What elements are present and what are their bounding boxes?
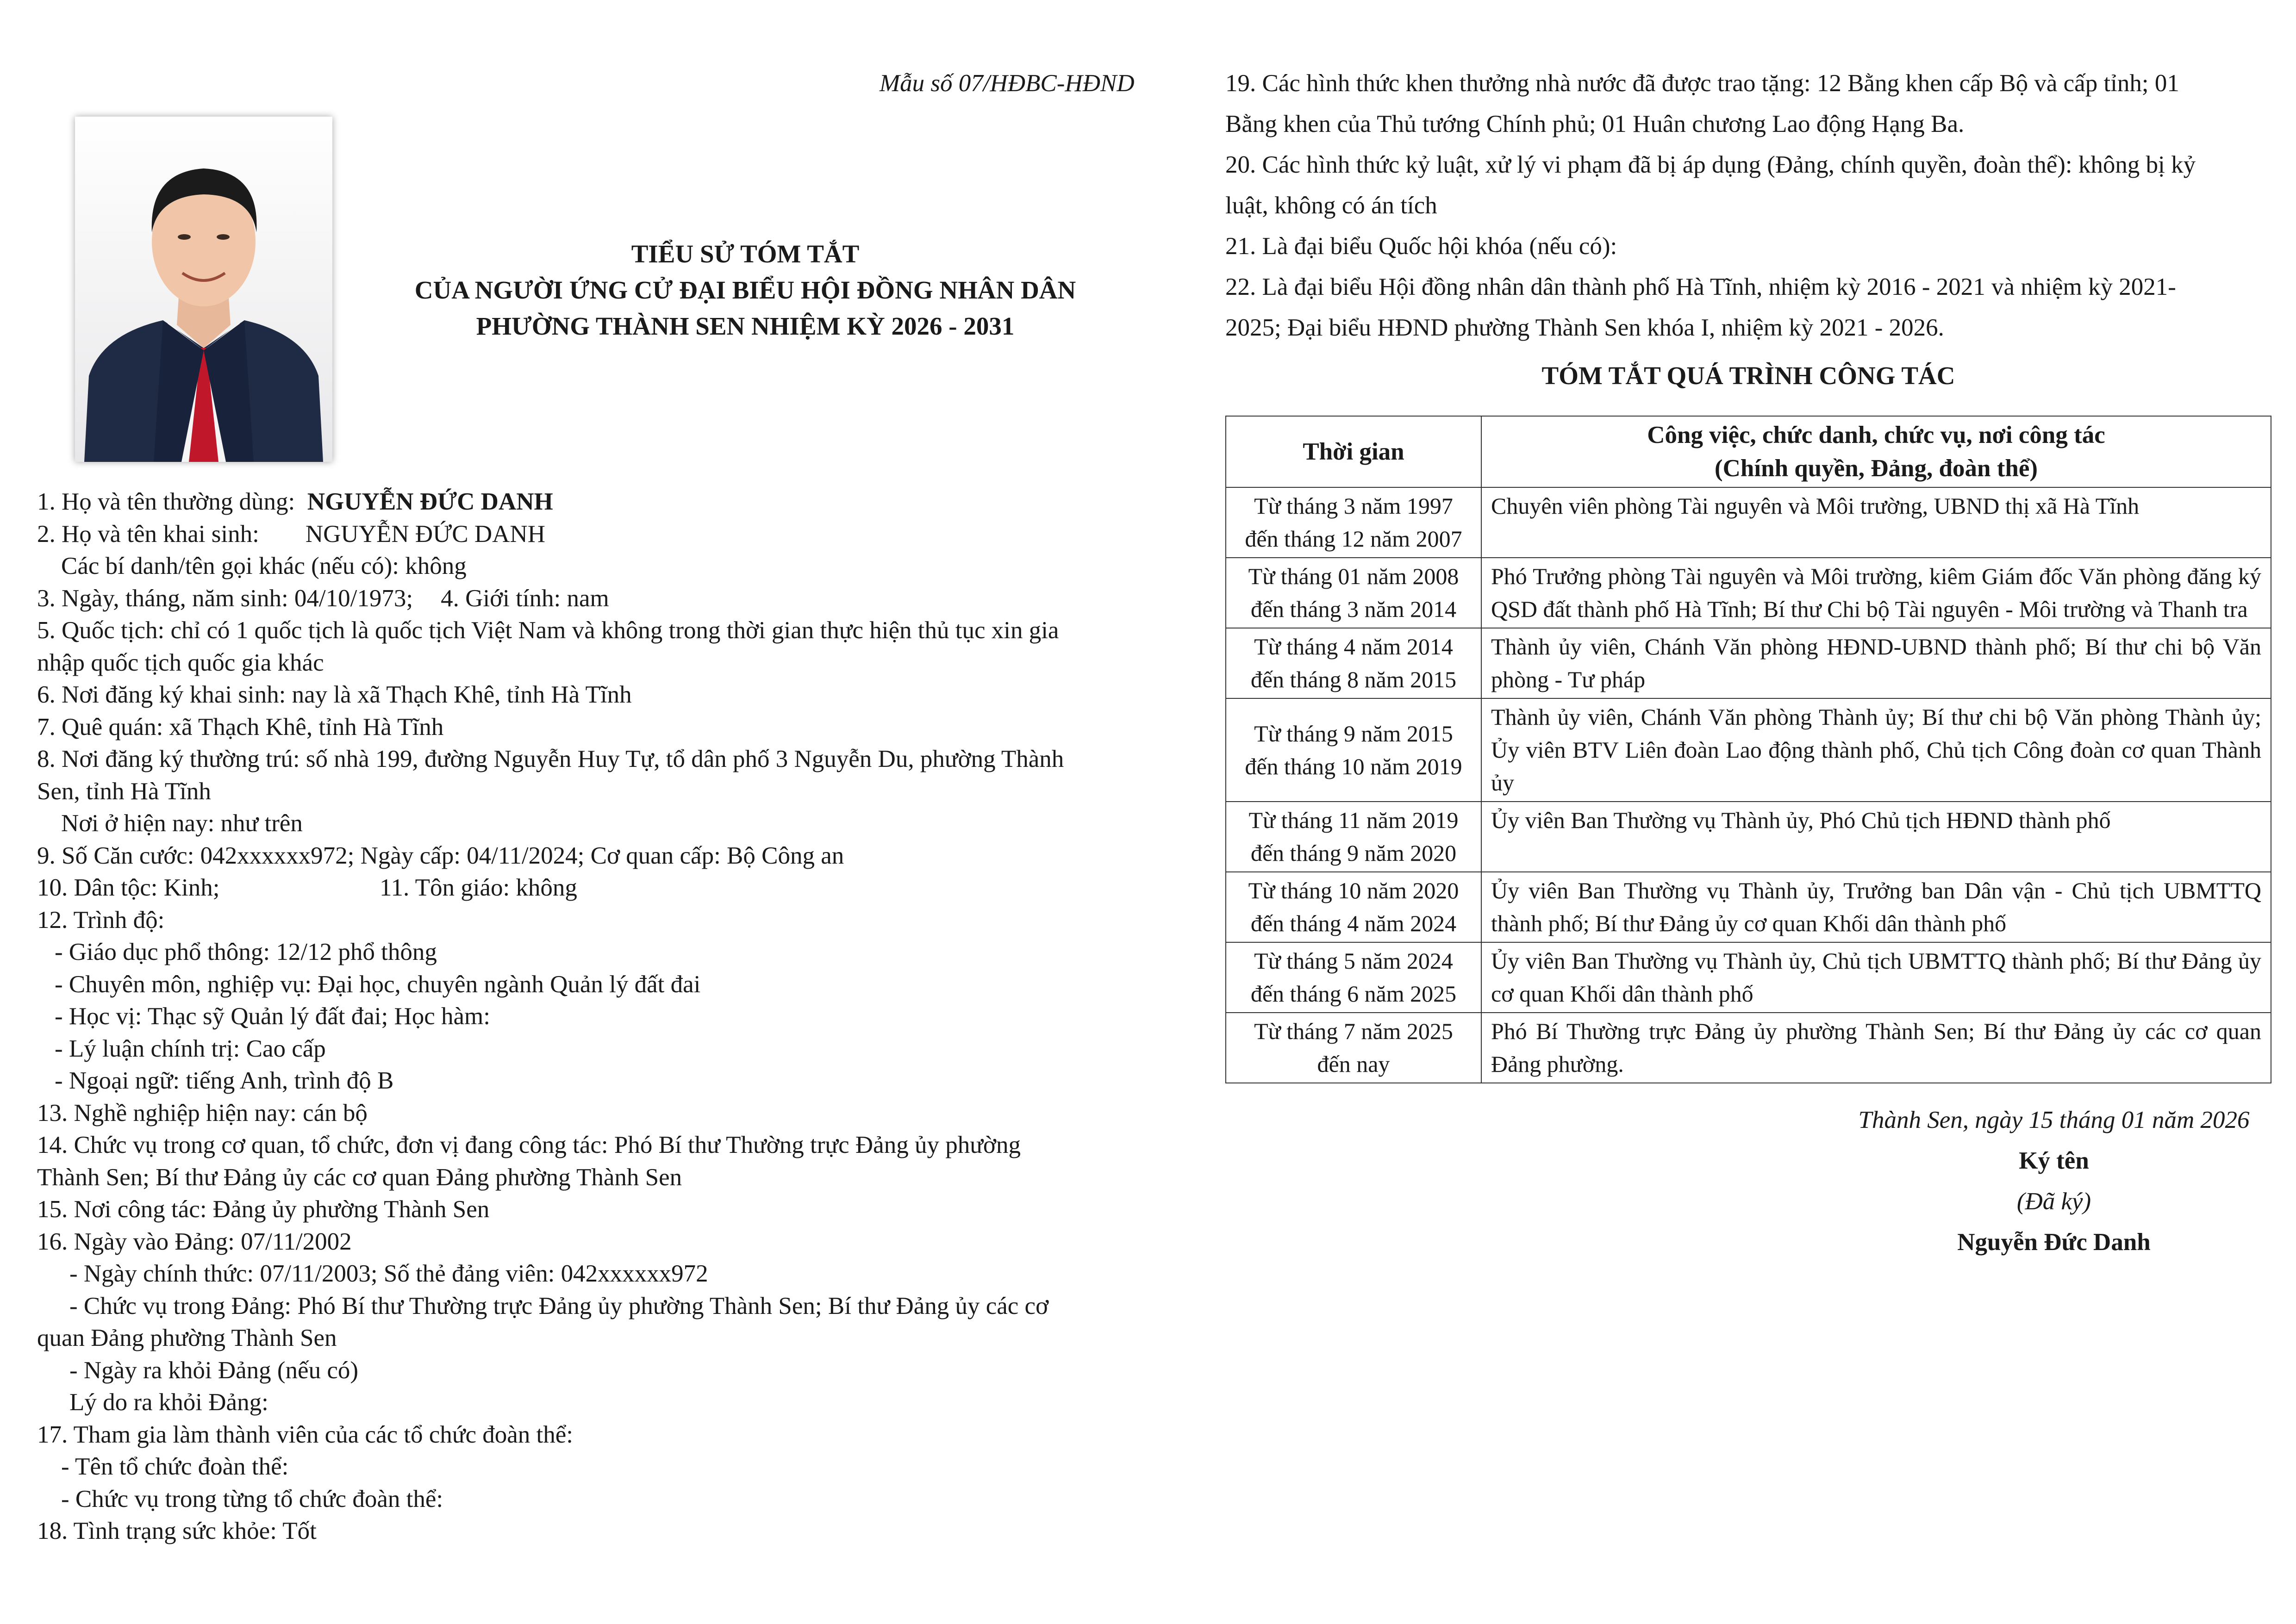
field-22: 22. Là đại biểu Hội đồng nhân dân thành phố Hà Tĩnh, nhiệm kỳ 2016 - 2021 và nhiệm kỳ 2021- <box>1225 274 2176 300</box>
job-cell: Thành ủy viên, Chánh Văn phòng Thành ủy; Bí thư chi bộ Văn phòng Thành ủy; Ủy viên BTV Liên đoàn Lao động thành phố, Chủ tịch Công đoàn cơ quan Thành ủy <box>1481 698 2271 802</box>
field-16d: - Ngày ra khỏi Đảng (nếu có) <box>69 1356 358 1384</box>
job-cell: Chuyên viên phòng Tài nguyên và Môi trường, UBND thị xã Hà Tĩnh <box>1481 487 2271 558</box>
field-14: 14. Chức vụ trong cơ quan, tổ chức, đơn vị đang công tác: Phó Bí thư Thường trực Đảng ủy phường <box>37 1132 1021 1158</box>
field-8-residence: Nơi ở hiện nay: như trên <box>61 810 303 837</box>
field-19-cont: Bằng khen của Thủ tướng Chính phủ; 01 Huân chương Lao động Hạng Ba. <box>1225 111 1965 137</box>
portrait-photo <box>75 117 332 462</box>
field-15: 15. Nơi công tác: Đảng ủy phường Thành Sen <box>37 1196 490 1223</box>
field-9: 9. Số Căn cước: 042xxxxxx972; Ngày cấp: 04/11/2024; Cơ quan cấp: Bộ Công an <box>37 842 844 869</box>
field-alias: Các bí danh/tên gọi khác (nếu có): không <box>61 553 467 579</box>
table-row <box>1226 487 2271 558</box>
job-cell: Ủy viên Ban Thường vụ Thành ủy, Trưởng ban Dân vận - Chủ tịch UBMTTQ thành phố; Bí thư Đảng ủy cơ quan Khối dân thành phố <box>1481 872 2271 942</box>
field-17: 17. Tham gia làm thành viên của các tổ chức đoàn thể: <box>37 1421 574 1448</box>
time-cell: Từ tháng 9 năm 2015 đến tháng 10 năm 2019 <box>1226 698 1481 802</box>
table-row <box>1226 628 2271 698</box>
form-number: Mẫu số 07/HĐBC-HĐND <box>880 70 1135 97</box>
time-cell: Từ tháng 01 năm 2008 đến tháng 3 năm 2014 <box>1226 558 1481 628</box>
table-row <box>1226 942 2271 1013</box>
field-20-cont: luật, không có án tích <box>1225 192 1437 219</box>
col-job-header: Công việc, chức danh, chức vụ, nơi công tác (Chính quyền, Đảng, đoàn thể) <box>1481 416 2271 487</box>
field-16: 16. Ngày vào Đảng: 07/11/2002 <box>37 1228 352 1255</box>
field-10-11: 10. Dân tộc: Kinh; 11. Tôn giáo: không <box>37 874 577 901</box>
work-history-title: TÓM TẮT QUÁ TRÌNH CÔNG TÁC <box>1541 361 1955 390</box>
field-12c: - Học vị: Thạc sỹ Quản lý đất đai; Học hàm: <box>55 1003 491 1030</box>
job-cell: Ủy viên Ban Thường vụ Thành ủy, Chủ tịch UBMTTQ thành phố; Bí thư Đảng ủy cơ quan Khối dân thành phố <box>1481 942 2271 1013</box>
field-12a: - Giáo dục phổ thông: 12/12 phổ thông <box>55 939 437 965</box>
field-13: 13. Nghề nghiệp hiện nay: cán bộ <box>37 1099 368 1126</box>
field-3-4: 3. Ngày, tháng, năm sinh: 04/10/1973; 4. Giới tính: nam <box>37 585 609 612</box>
time-cell: Từ tháng 5 năm 2024 đến tháng 6 năm 2025 <box>1226 942 1481 1013</box>
job-cell: Phó Trưởng phòng Tài nguyên và Môi trường, kiêm Giám đốc Văn phòng đăng ký QSD đất thành phố Hà Tĩnh; Bí thư Chi bộ Tài nguyên - Môi trường và Thanh tra <box>1481 558 2271 628</box>
common-name-value: NGUYỄN ĐỨC DANH <box>307 488 553 515</box>
doc-title-line-2: CỦA NGƯỜI ỨNG CỬ ĐẠI BIỂU HỘI ĐỒNG NHÂN DÂN <box>414 276 1076 304</box>
field-5-cont: nhập quốc tịch quốc gia khác <box>37 649 324 676</box>
field-20: 20. Các hình thức kỷ luật, xử lý vi phạm đã bị áp dụng (Đảng, chính quyền, đoàn thể): không bị kỷ <box>1225 151 2196 178</box>
field-8: 8. Nơi đăng ký thường trú: số nhà 199, đường Nguyễn Huy Tự, tổ dân phố 3 Nguyễn Du, phường Thành <box>37 746 1064 772</box>
signer-name: Nguyễn Đức Danh <box>1957 1229 2151 1256</box>
table-row <box>1226 698 2271 802</box>
job-cell: Phó Bí Thường trực Đảng ủy phường Thành Sen; Bí thư Đảng ủy các cơ quan Đảng phường. <box>1481 1013 2271 1083</box>
field-17a: - Tên tổ chức đoàn thể: <box>61 1453 289 1480</box>
sign-label: Ký tên <box>2019 1147 2089 1174</box>
field-12: 12. Trình độ: <box>37 906 165 933</box>
time-cell: Từ tháng 4 năm 2014 đến tháng 8 năm 2015 <box>1226 628 1481 698</box>
field-17b: - Chức vụ trong từng tổ chức đoàn thể: <box>61 1485 443 1512</box>
field-12d: - Lý luận chính trị: Cao cấp <box>55 1035 326 1062</box>
place-date: Thành Sen, ngày 15 tháng 01 năm 2026 <box>1858 1107 2250 1133</box>
field-19: 19. Các hình thức khen thưởng nhà nước đã được trao tặng: 12 Bằng khen cấp Bộ và cấp tỉnh; 01 <box>1225 70 2179 97</box>
col-time-header: Thời gian <box>1226 416 1481 487</box>
field-8-cont: Sen, tỉnh Hà Tĩnh <box>37 778 211 805</box>
work-history-table <box>1225 416 2271 1083</box>
job-cell: Ủy viên Ban Thường vụ Thành ủy, Phó Chủ tịch HĐND thành phố <box>1481 802 2271 872</box>
field-16e: Lý do ra khỏi Đảng: <box>69 1389 268 1416</box>
doc-title-line-3: PHƯỜNG THÀNH SEN NHIỆM KỲ 2026 - 2031 <box>476 312 1015 340</box>
field-7: 7. Quê quán: xã Thạch Khê, tỉnh Hà Tĩnh <box>37 713 444 740</box>
field-22-cont: 2025; Đại biểu HĐND phường Thành Sen khóa I, nhiệm kỳ 2021 - 2026. <box>1225 314 1944 341</box>
field-6: 6. Nơi đăng ký khai sinh: nay là xã Thạch Khê, tỉnh Hà Tĩnh <box>37 681 632 708</box>
field-14-cont: Thành Sen; Bí thư Đảng ủy các cơ quan Đảng phường Thành Sen <box>37 1164 682 1191</box>
field-16a: - Ngày chính thức: 07/11/2003; Số thẻ đảng viên: 042xxxxxx972 <box>69 1260 708 1287</box>
time-cell: Từ tháng 3 năm 1997 đến tháng 12 năm 2007 <box>1226 487 1481 558</box>
field-5: 5. Quốc tịch: chỉ có 1 quốc tịch là quốc tịch Việt Nam và không trong thời gian thực hiện thủ tục xin gia <box>37 617 1059 644</box>
personal-info <box>37 486 1148 1548</box>
doc-title-line-1: TIỂU SỬ TÓM TẮT <box>631 240 860 268</box>
field-2: 2. Họ và tên khai sinh: NGUYỄN ĐỨC DANH <box>37 520 545 548</box>
time-cell: Từ tháng 11 năm 2019 đến tháng 9 năm 2020 <box>1226 802 1481 872</box>
birth-name-value: NGUYỄN ĐỨC DANH <box>305 520 545 548</box>
time-cell: Từ tháng 10 năm 2020 đến tháng 4 năm 2024 <box>1226 872 1481 942</box>
table-header-row <box>1226 416 2271 487</box>
signed-note: (Đã ký) <box>2016 1188 2091 1215</box>
field-12e: - Ngoại ngữ: tiếng Anh, trình độ B <box>55 1067 394 1094</box>
time-cell: Từ tháng 7 năm 2025 đến nay <box>1226 1013 1481 1083</box>
table-row <box>1226 802 2271 872</box>
table-row <box>1226 1013 2271 1083</box>
field-21: 21. Là đại biểu Quốc hội khóa (nếu có): <box>1225 233 1617 260</box>
field-1: 1. Họ và tên thường dùng: NGUYỄN ĐỨC DANH <box>37 488 553 515</box>
field-16b: - Chức vụ trong Đảng: Phó Bí thư Thường trực Đảng ủy phường Thành Sen; Bí thư Đảng ủy các cơ <box>69 1292 1049 1319</box>
field-12b: - Chuyên môn, nghiệp vụ: Đại học, chuyên ngành Quản lý đất đai <box>55 971 701 998</box>
field-16b-cont: quan Đảng phường Thành Sen <box>37 1325 337 1351</box>
table-row <box>1226 558 2271 628</box>
job-cell: Thành ủy viên, Chánh Văn phòng HĐND-UBND thành phố; Bí thư chi bộ Văn phòng - Tư pháp <box>1481 628 2271 698</box>
field-18: 18. Tình trạng sức khỏe: Tốt <box>37 1518 317 1544</box>
table-row <box>1226 872 2271 942</box>
